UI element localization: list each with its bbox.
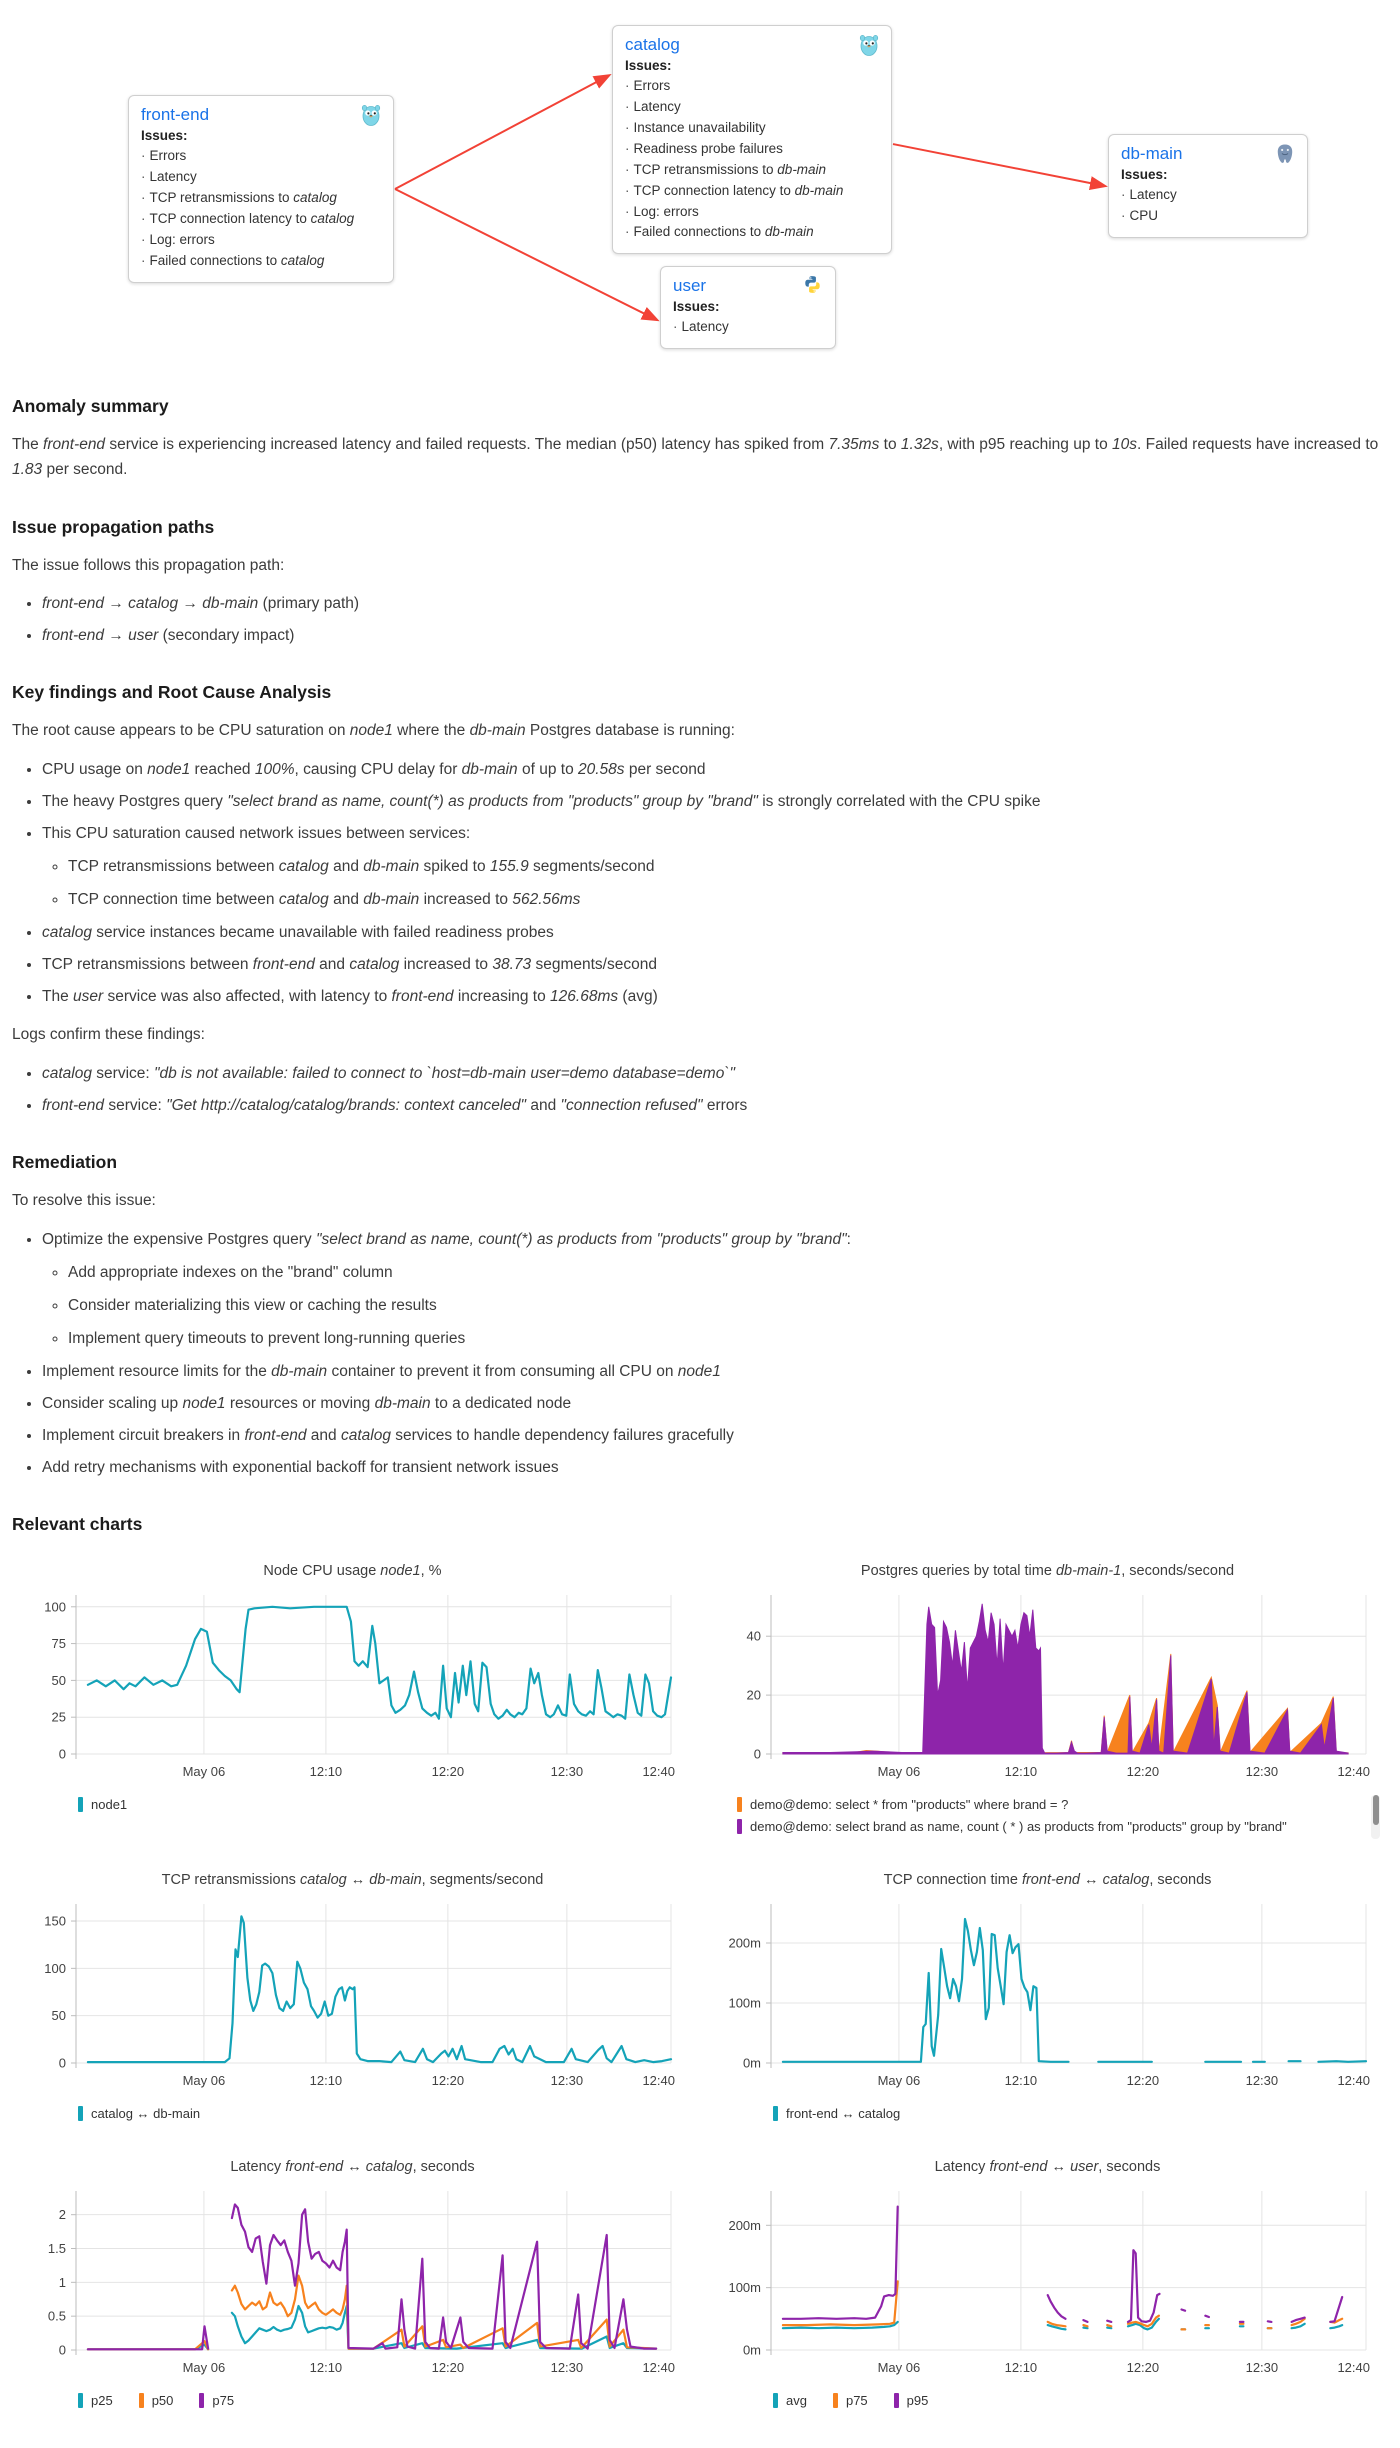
paragraph: Logs confirm these findings: bbox=[12, 1026, 205, 1044]
legend-color-marker bbox=[773, 2106, 778, 2121]
legend-label: catalog ↔ db-main bbox=[91, 2106, 201, 2122]
go-gopher-icon bbox=[361, 104, 381, 126]
legend-label: p75 bbox=[845, 2393, 868, 2409]
sub-bullet-list bbox=[42, 1261, 1388, 1351]
svg-text:12:30: 12:30 bbox=[550, 1764, 584, 1780]
service-node-db-main[interactable] bbox=[1108, 134, 1308, 238]
list-item: • front-end → user (secondary impact) bbox=[42, 624, 1388, 648]
service-dependency-diagram bbox=[0, 0, 1400, 362]
svg-text:May 06: May 06 bbox=[877, 2073, 921, 2089]
issue-item: · Latency bbox=[141, 168, 197, 184]
svg-text:12:40: 12:40 bbox=[1337, 2360, 1370, 2376]
sub-list-item: ◦ TCP retransmissions between catalog and db-main spiked to 155.9 segments/second bbox=[68, 855, 1388, 879]
issue-item: · Failed connections to db-main bbox=[625, 224, 814, 240]
chart-title: Latency front-end ↔ catalog, seconds bbox=[230, 2159, 475, 2176]
svg-text:150: 150 bbox=[44, 1913, 66, 1929]
svg-text:25: 25 bbox=[51, 1709, 66, 1725]
sub-list-item: ◦ TCP connection time between catalog and db-main increased to 562.56ms bbox=[68, 888, 1388, 912]
issue-item: · Latency bbox=[625, 98, 681, 114]
paragraph: The issue follows this propagation path: bbox=[12, 556, 285, 574]
svg-text:12:30: 12:30 bbox=[1245, 2360, 1279, 2376]
legend-item[interactable] bbox=[199, 2393, 234, 2408]
svg-text:0m: 0m bbox=[742, 2055, 761, 2071]
svg-text:12:40: 12:40 bbox=[1337, 2073, 1370, 2089]
issue-item: · Errors bbox=[141, 148, 187, 163]
svg-text:0: 0 bbox=[58, 2342, 66, 2358]
list-item: • The user service was also affected, with latency to front-end increasing to 126.68ms (avg) bbox=[42, 985, 1388, 1009]
chart-card-2 bbox=[20, 1872, 685, 2121]
svg-text:12:40: 12:40 bbox=[642, 2073, 675, 2089]
section-heading: Key findings and Root Cause Analysis bbox=[12, 682, 332, 703]
issues-label: Issues: bbox=[625, 58, 672, 73]
chart-title: Latency front-end ↔ user, seconds bbox=[934, 2159, 1161, 2176]
legend-scrollbar-thumb[interactable] bbox=[1373, 1795, 1379, 1825]
legend-item[interactable] bbox=[894, 2393, 929, 2408]
list-item: • Consider scaling up node1 resources or moving db-main to a dedicated node bbox=[42, 1392, 1388, 1416]
legend-color-marker bbox=[78, 2393, 83, 2408]
legend-item[interactable] bbox=[78, 2393, 113, 2408]
sub-bullet-list bbox=[42, 855, 1388, 912]
list-item: • front-end → catalog → db-main (primary path) bbox=[42, 592, 1388, 616]
section-heading: Anomaly summary bbox=[12, 396, 169, 416]
svg-text:May 06: May 06 bbox=[877, 2360, 921, 2376]
svg-text:12:10: 12:10 bbox=[309, 2360, 343, 2376]
chart-plot[interactable] bbox=[715, 1890, 1380, 2095]
go-gopher-icon bbox=[859, 34, 879, 56]
legend-color-marker bbox=[139, 2393, 144, 2408]
svg-text:12:30: 12:30 bbox=[1245, 2073, 1279, 2089]
edge-front-end-to-catalog bbox=[395, 75, 609, 189]
service-node-front-end[interactable] bbox=[128, 95, 394, 283]
legend-item[interactable] bbox=[78, 1797, 127, 1812]
legend-item[interactable] bbox=[737, 1797, 1068, 1812]
bullet-list bbox=[12, 1228, 1388, 1480]
list-item: • catalog service instances became unavailable with failed readiness probes bbox=[42, 921, 1388, 945]
section-heading: Relevant charts bbox=[12, 1514, 143, 1535]
svg-text:12:40: 12:40 bbox=[642, 2360, 675, 2376]
svg-text:12:20: 12:20 bbox=[431, 2360, 465, 2376]
legend-item[interactable] bbox=[737, 1819, 1287, 1834]
paragraph: To resolve this issue: bbox=[12, 1192, 156, 1210]
svg-text:12:40: 12:40 bbox=[1337, 1764, 1370, 1780]
legend-label: demo@demo: select brand as name, count ( * ) as products from "products" group by "brand" bbox=[750, 1819, 1287, 1835]
service-node-user[interactable] bbox=[660, 266, 836, 349]
svg-text:12:20: 12:20 bbox=[431, 1764, 465, 1780]
chart-card-5 bbox=[715, 2159, 1380, 2408]
issue-item: · Instance unavailability bbox=[625, 119, 766, 135]
svg-text:12:10: 12:10 bbox=[1004, 2073, 1038, 2089]
legend-item[interactable] bbox=[139, 2393, 174, 2408]
svg-text:12:30: 12:30 bbox=[1245, 1764, 1279, 1780]
issues-label: Issues: bbox=[141, 128, 188, 143]
service-node-title[interactable]: catalog bbox=[625, 35, 680, 54]
service-node-catalog[interactable] bbox=[612, 25, 892, 254]
issue-item: · Readiness probe failures bbox=[625, 140, 783, 156]
legend-color-marker bbox=[773, 2393, 778, 2408]
issue-item: · Errors bbox=[625, 78, 671, 93]
legend-label: p50 bbox=[151, 2393, 174, 2409]
chart-card-4 bbox=[20, 2159, 685, 2408]
svg-text:May 06: May 06 bbox=[182, 1764, 226, 1780]
svg-text:0: 0 bbox=[58, 2055, 66, 2071]
sub-list-item: ◦ Add appropriate indexes on the "brand" column bbox=[68, 1261, 1388, 1285]
sub-list-item: ◦ Implement query timeouts to prevent long-running queries bbox=[68, 1327, 1388, 1351]
python-icon bbox=[803, 275, 823, 297]
legend-label: node1 bbox=[91, 1797, 128, 1813]
svg-text:20: 20 bbox=[746, 1687, 761, 1703]
legend-label: p95 bbox=[906, 2393, 929, 2409]
svg-text:100: 100 bbox=[44, 1960, 66, 1976]
issue-item: · TCP connection latency to catalog bbox=[141, 210, 355, 226]
svg-text:100m: 100m bbox=[728, 2280, 761, 2296]
svg-text:50: 50 bbox=[51, 2008, 66, 2024]
legend-color-marker bbox=[737, 1797, 742, 1812]
service-node-title[interactable]: user bbox=[673, 276, 707, 295]
svg-text:12:10: 12:10 bbox=[1004, 2360, 1038, 2376]
issue-item: · Latency bbox=[673, 319, 729, 334]
list-item: • front-end service: "Get http://catalog/catalog/brands: context canceled" and "connection refused" errors bbox=[42, 1094, 1388, 1118]
svg-text:12:30: 12:30 bbox=[550, 2360, 584, 2376]
svg-text:200m: 200m bbox=[728, 2217, 761, 2233]
legend-label: front-end ↔ catalog bbox=[786, 2106, 901, 2122]
svg-text:12:40: 12:40 bbox=[642, 1764, 675, 1780]
legend-color-marker bbox=[78, 1797, 83, 1812]
svg-text:12:10: 12:10 bbox=[1004, 1764, 1038, 1780]
svg-text:12:10: 12:10 bbox=[309, 1764, 343, 1780]
chart-legend bbox=[78, 1797, 685, 1812]
list-item: • catalog service: "db is not available: failed to connect to `host=db-main user=demo database=demo`" bbox=[42, 1062, 1388, 1086]
svg-text:2: 2 bbox=[58, 2207, 66, 2223]
paragraph: The front-end service is experiencing increased latency and failed requests. The median (p50) latency has spiked from 7.35ms to 1.32s, with p95 reaching up to 10s. Failed requests have increased to 1.83 per second. bbox=[12, 436, 1379, 478]
legend-item[interactable] bbox=[773, 2393, 807, 2408]
svg-text:0: 0 bbox=[753, 1746, 761, 1762]
list-item: • Implement resource limits for the db-main container to prevent it from consuming all CPU on node1 bbox=[42, 1360, 1388, 1384]
svg-text:1.5: 1.5 bbox=[47, 2241, 66, 2257]
issue-item: · CPU bbox=[1121, 207, 1159, 223]
list-item: • Add retry mechanisms with exponential backoff for transient network issues bbox=[42, 1456, 1388, 1480]
chart-card-0 bbox=[20, 1563, 685, 1834]
edge-catalog-to-db-main bbox=[893, 144, 1105, 186]
legend-color-marker bbox=[737, 1819, 742, 1834]
legend-label: p75 bbox=[212, 2393, 235, 2409]
chart-plot[interactable] bbox=[20, 1581, 685, 1786]
report-body bbox=[0, 396, 1400, 1535]
issue-item: · TCP retransmissions to catalog bbox=[141, 189, 337, 205]
chart-title: Postgres queries by total time db-main-1, seconds/second bbox=[860, 1563, 1235, 1580]
issues-label: Issues: bbox=[1121, 167, 1168, 182]
svg-text:12:20: 12:20 bbox=[1126, 2073, 1160, 2089]
chart-plot[interactable] bbox=[715, 2177, 1380, 2382]
chart-plot[interactable] bbox=[20, 1890, 685, 2095]
paragraph: The root cause appears to be CPU saturation on node1 where the db-main Postgres database is running: bbox=[12, 722, 735, 740]
section-heading: Issue propagation paths bbox=[12, 516, 215, 537]
chart-card-3 bbox=[715, 1872, 1380, 2121]
list-item: • Implement circuit breakers in front-end and catalog services to handle dependency failures gracefully bbox=[42, 1424, 1388, 1448]
chart-title: Node CPU usage node1, % bbox=[263, 1563, 442, 1580]
legend-item[interactable] bbox=[78, 2106, 200, 2121]
svg-text:12:20: 12:20 bbox=[1126, 2360, 1160, 2376]
bullet-list bbox=[12, 1062, 1388, 1118]
list-item: • Optimize the expensive Postgres query "select brand as name, count(*) as products from "products" group by "brand": ◦ Add appropriate indexes on the "brand" column ◦ Consider materializing this view or caching the results ◦ Implement query timeouts to prevent long-running queries bbox=[42, 1228, 1388, 1351]
legend-label: avg bbox=[786, 2393, 807, 2409]
svg-text:0m: 0m bbox=[742, 2342, 761, 2358]
chart-card-1 bbox=[715, 1563, 1380, 1834]
svg-text:May 06: May 06 bbox=[182, 2360, 226, 2376]
chart-title: TCP connection time front-end ↔ catalog, seconds bbox=[883, 1872, 1212, 1889]
chart-legend bbox=[773, 2106, 1380, 2121]
svg-text:12:10: 12:10 bbox=[309, 2073, 343, 2089]
issue-item: · Log: errors bbox=[141, 231, 215, 247]
legend-color-marker bbox=[833, 2393, 838, 2408]
legend-item[interactable] bbox=[773, 2106, 900, 2121]
chart-legend bbox=[78, 2393, 685, 2408]
bullet-list bbox=[12, 758, 1388, 1009]
relevant-charts-grid bbox=[0, 1555, 1400, 2448]
postgresql-icon bbox=[1275, 143, 1295, 165]
svg-text:May 06: May 06 bbox=[877, 1764, 921, 1780]
svg-text:50: 50 bbox=[51, 1672, 66, 1688]
svg-text:0: 0 bbox=[58, 1746, 66, 1762]
svg-text:0.5: 0.5 bbox=[47, 2308, 66, 2324]
svg-text:12:20: 12:20 bbox=[1126, 1764, 1160, 1780]
chart-legend bbox=[78, 2106, 685, 2121]
legend-label: p25 bbox=[91, 2393, 113, 2409]
svg-text:12:20: 12:20 bbox=[431, 2073, 465, 2089]
svg-text:40: 40 bbox=[746, 1628, 761, 1644]
legend-color-marker bbox=[199, 2393, 204, 2408]
svg-text:200m: 200m bbox=[728, 1935, 761, 1951]
chart-legend bbox=[773, 2393, 1380, 2408]
sub-list-item: ◦ Consider materializing this view or caching the results bbox=[68, 1294, 1388, 1318]
issue-item: · Failed connections to catalog bbox=[141, 252, 325, 268]
list-item: • CPU usage on node1 reached 100%, causing CPU delay for db-main of up to 20.58s per second bbox=[42, 758, 1388, 782]
chart-legend bbox=[737, 1797, 1380, 1834]
svg-text:1: 1 bbox=[58, 2274, 66, 2290]
issues-label: Issues: bbox=[673, 299, 720, 314]
issue-item: · Log: errors bbox=[625, 203, 699, 219]
list-item: • This CPU saturation caused network issues between services: ◦ TCP retransmissions between catalog and db-main spiked to 155.9 segments/second ◦ TCP connection time between catalog and db-main increased to 562.56ms bbox=[42, 822, 1388, 912]
chart-plot[interactable] bbox=[715, 1581, 1380, 1786]
legend-color-marker bbox=[894, 2393, 899, 2408]
legend-color-marker bbox=[78, 2106, 83, 2121]
section-heading: Remediation bbox=[12, 1152, 118, 1173]
svg-text:12:30: 12:30 bbox=[550, 2073, 584, 2089]
svg-text:May 06: May 06 bbox=[182, 2073, 226, 2089]
service-node-title[interactable]: db-main bbox=[1121, 144, 1183, 163]
chart-plot[interactable] bbox=[20, 2177, 685, 2382]
legend-item[interactable] bbox=[833, 2393, 868, 2408]
legend-scrollbar[interactable] bbox=[1371, 1795, 1380, 1839]
issue-item: · TCP connection latency to db-main bbox=[625, 182, 844, 198]
svg-text:100: 100 bbox=[44, 1599, 66, 1615]
list-item: • The heavy Postgres query "select brand as name, count(*) as products from "products" group by "brand" is strongly correlated with the CPU spike bbox=[42, 790, 1388, 814]
list-item: • TCP retransmissions between front-end and catalog increased to 38.73 segments/second bbox=[42, 953, 1388, 977]
chart-title: TCP retransmissions catalog ↔ db-main, segments/second bbox=[161, 1872, 544, 1889]
legend-label: demo@demo: select * from "products" where brand = ? bbox=[750, 1797, 1069, 1813]
issue-item: · Latency bbox=[1121, 187, 1177, 202]
service-node-title[interactable]: front-end bbox=[141, 105, 210, 124]
bullet-list bbox=[12, 592, 1388, 648]
svg-text:100m: 100m bbox=[728, 1995, 761, 2011]
issue-item: · TCP retransmissions to db-main bbox=[625, 161, 827, 177]
svg-text:75: 75 bbox=[51, 1636, 66, 1652]
